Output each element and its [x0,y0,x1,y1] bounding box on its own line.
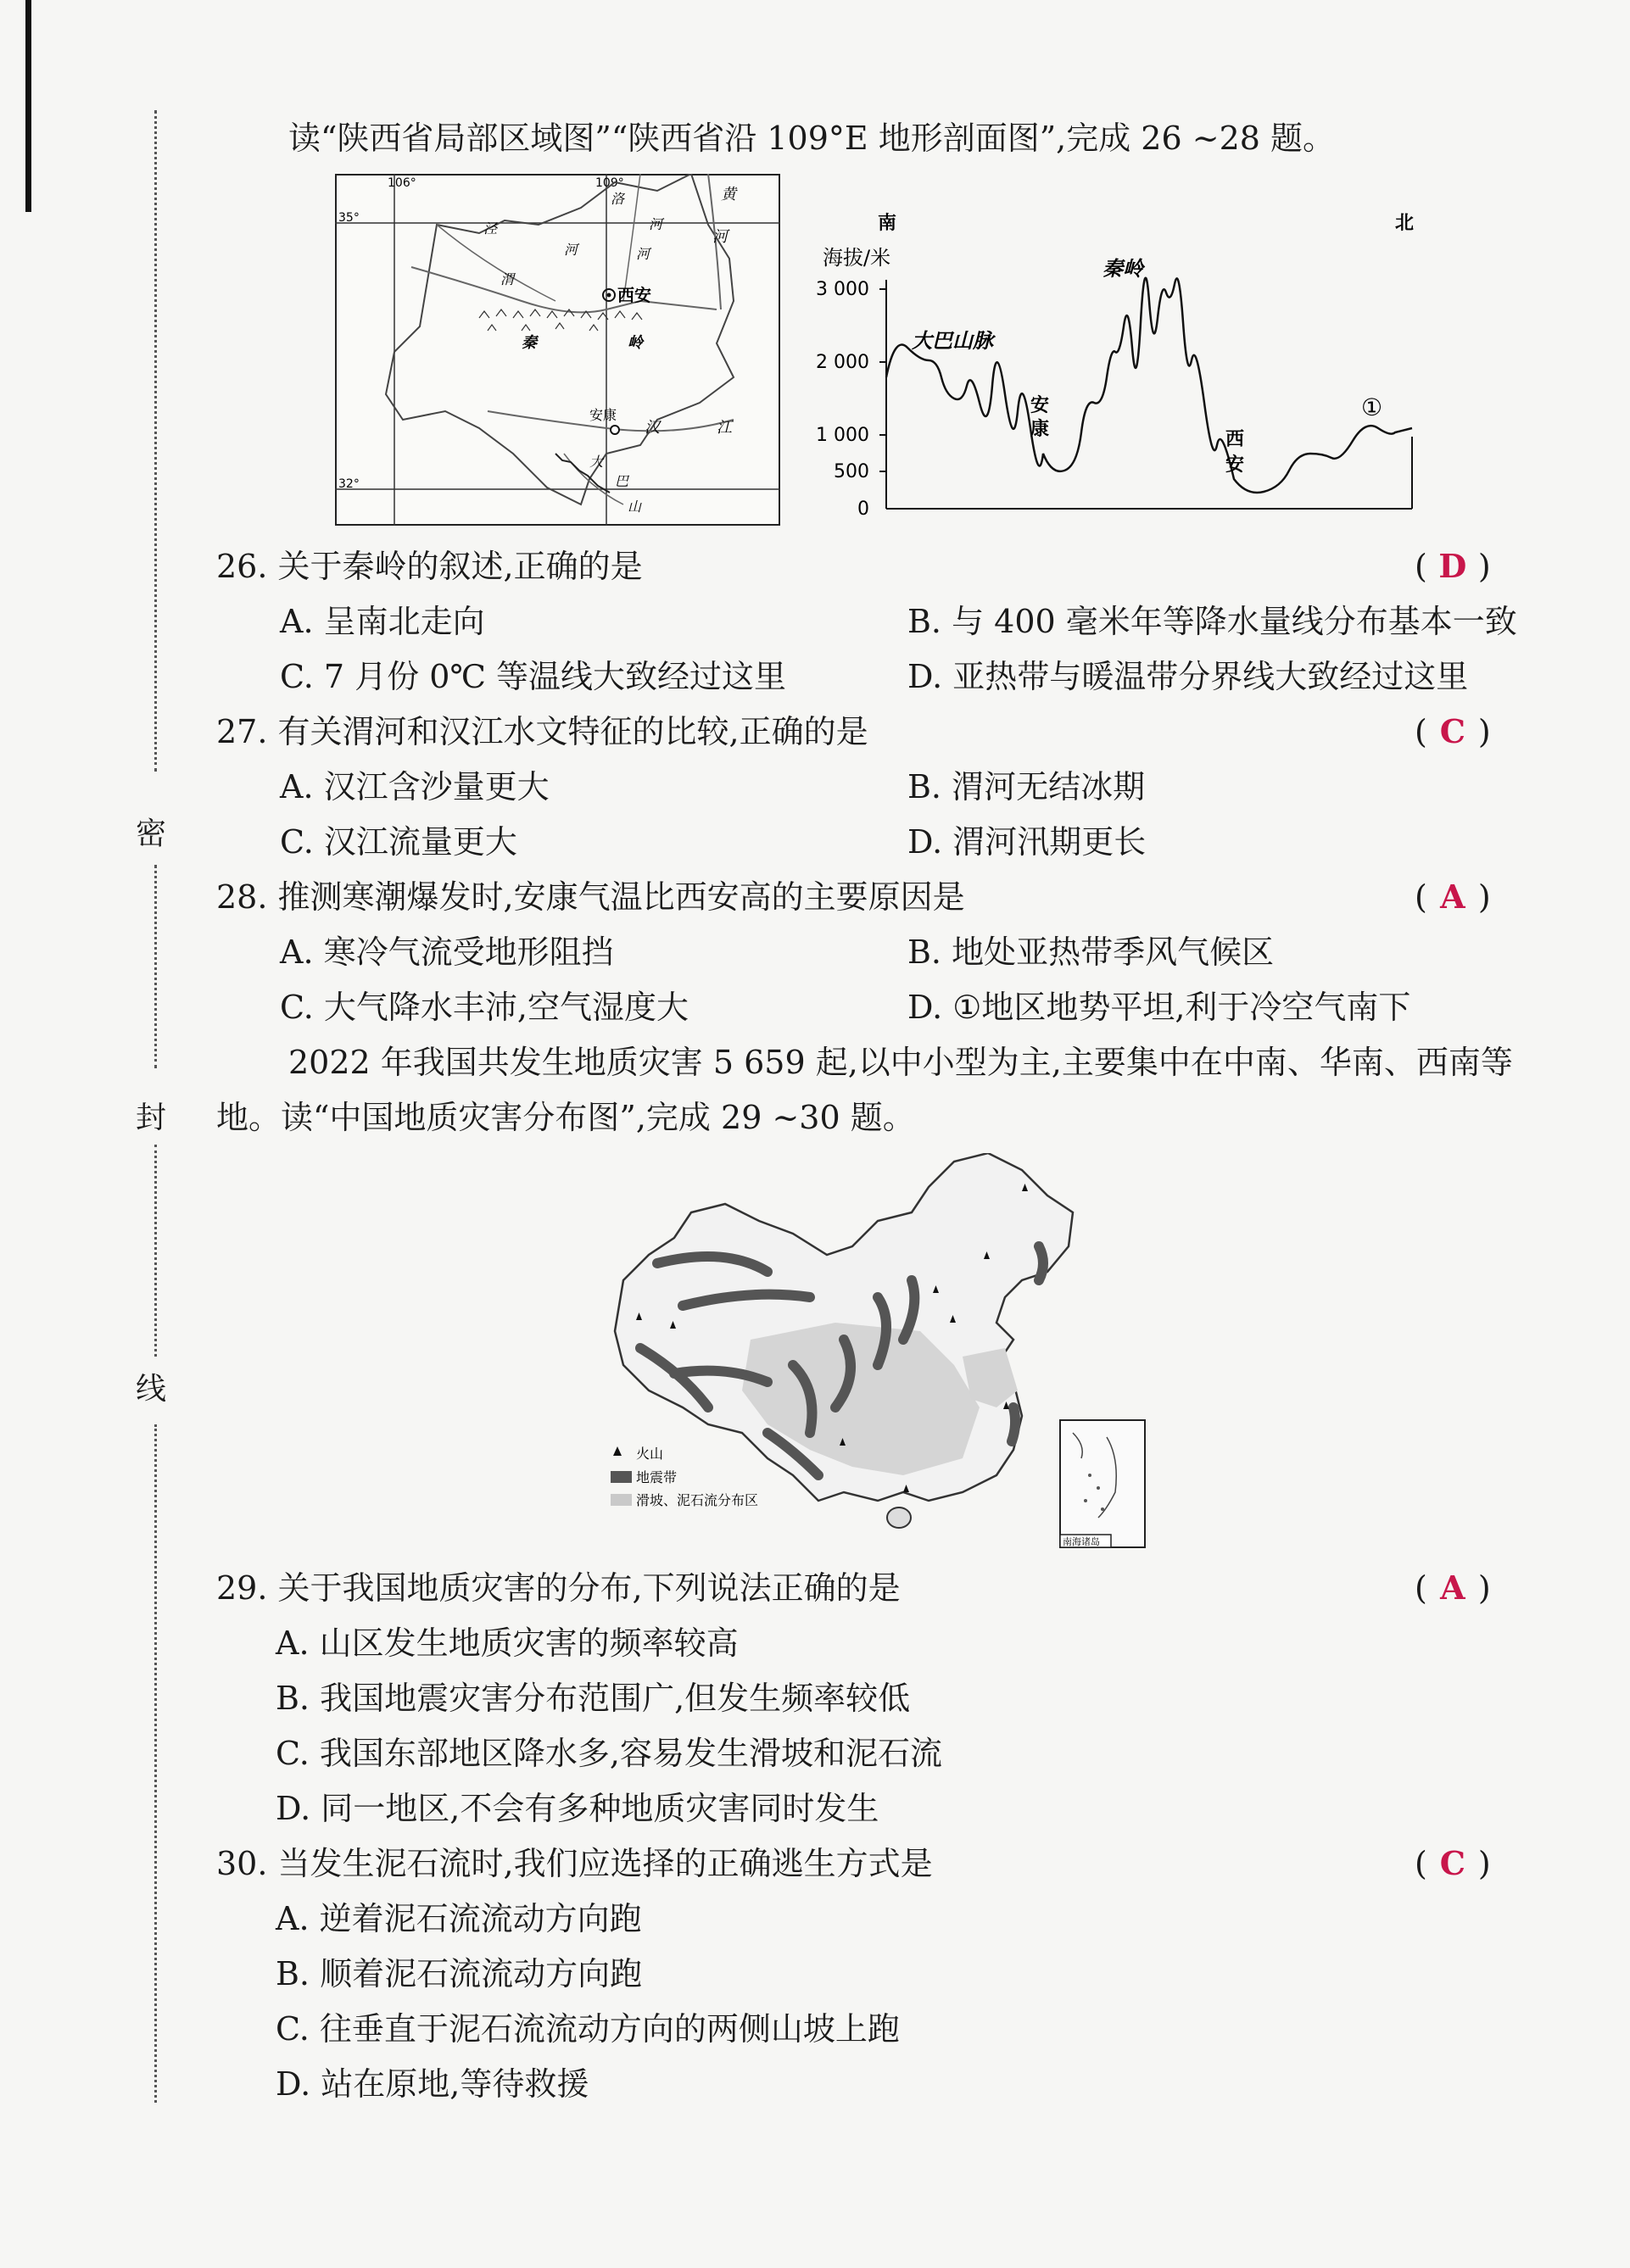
profile-south-label: 南 [878,213,897,234]
binding-label-feng: 封 [136,1101,167,1135]
china-geohazard-map [598,1153,1158,1560]
map-label-ling: 岭 [628,334,643,352]
map-label-jing: 泾 [483,220,498,237]
map-label-wei: 渭 [500,271,515,287]
q29-answer-letter: A [1440,1569,1465,1607]
lat-32-label: 32° [338,477,360,491]
q29-option-c: C. 我国东部地区降水多,容易发生滑坡和泥石流 [276,1735,942,1772]
q29-stem: 29. 关于我国地质灾害的分布,下列说法正确的是 [216,1569,901,1607]
q28-answer: ( A ) [1415,878,1491,916]
map-label-luo: 洛 [611,191,625,207]
map-label-da: 大 [589,454,604,470]
map-label-ba: 巴 [615,473,629,489]
map-label-huang: 黄 [721,186,736,203]
q27-option-a: A. 汉江含沙量更大 [280,768,550,805]
profile-label-ankang-an: 安 [1030,395,1050,416]
q27-option-d: D. 渭河汛期更长 [907,823,1147,861]
binding-dotted-line [154,865,157,1068]
q30-answer-letter: C [1439,1844,1465,1882]
map-label-shan: 山 [628,499,642,515]
profile-label-xian-xi: 西 [1225,429,1245,450]
q27-answer: ( C ) [1415,712,1491,750]
map-label-he-wei: 河 [636,246,650,262]
profile-tick-0: 0 [857,499,869,520]
map-label-xian: 西安 [617,285,651,305]
intro-text-26-28: 读“陕西省局部区域图”“陕西省沿 109°E 地形剖面图”,完成 26 ~28 题。 [288,120,1336,157]
q30-option-c: C. 往垂直于泥石流流动方向的两侧山坡上跑 [276,2010,900,2048]
legend-slide-label: 滑坡、泥石流分布区 [636,1492,759,1508]
q27-option-b: B. 渭河无结冰期 [907,768,1146,805]
binding-dotted-line [154,110,157,772]
binding-edge-line [25,0,31,212]
profile-tick-1000: 1 000 [816,425,869,446]
map-label-qin: 秦 [522,334,537,352]
q26-option-a: A. 呈南北走向 [280,603,485,640]
shaanxi-region-map [335,174,780,526]
q30-option-a: A. 逆着泥石流流动方向跑 [276,1900,642,1937]
q30-stem: 30. 当发生泥石流时,我们应选择的正确逃生方式是 [216,1845,933,1882]
legend-quake-label: 地震带 [636,1469,678,1485]
profile-terrain-line [886,278,1412,493]
q28-option-d: D. ①地区地势平坦,利于冷空气南下 [907,989,1411,1026]
lon-109-label: 109° [595,176,624,190]
q26-option-c: C. 7 月份 0℃ 等温线大致经过这里 [280,658,786,695]
ankang-city-marker [611,426,619,434]
profile-tick-3000: 3 000 [816,279,869,300]
q29-answer: ( A ) [1415,1569,1491,1607]
profile-label-ankang-kang: 康 [1030,419,1050,440]
profile-ylabel: 海拔/米 [823,246,891,270]
q30-answer: ( C ) [1415,1844,1491,1882]
q27-stem: 27. 有关渭河和汉江水文特征的比较,正确的是 [216,713,868,750]
profile-label-xian-an: 安 [1225,454,1245,476]
q26-option-d: D. 亚热带与暖温带分界线大致经过这里 [907,658,1469,695]
terrain-profile-chart [801,199,1429,526]
lat-35-label: 35° [338,211,360,225]
legend-quake-symbol [611,1471,632,1483]
q26-answer-letter: D [1438,547,1467,585]
inset-label: 南海诸岛 [1063,1536,1100,1547]
profile-label-circle-1: ① [1361,393,1383,421]
binding-label-xian: 线 [136,1372,167,1407]
map-label-he-luo: 河 [649,216,663,232]
q27-option-c: C. 汉江流量更大 [280,823,517,861]
xian-city-dot [607,293,611,298]
binding-dotted-line [154,1145,157,1357]
map-label-he-jing: 河 [564,242,578,258]
q30-option-b: B. 顺着泥石流流动方向跑 [276,1955,643,1992]
profile-north-label: 北 [1395,213,1415,234]
south-china-sea-inset [1060,1420,1145,1547]
profile-label-qinling: 秦岭 [1102,257,1143,281]
q29-option-a: A. 山区发生地质灾害的频率较高 [276,1624,739,1662]
legend-slide-symbol [611,1494,632,1506]
map-label-ankang: 安康 [589,407,617,423]
binding-label-mi: 密 [136,816,167,851]
map-label-he-huang: 河 [712,228,728,246]
q29-option-d: D. 同一地区,不会有多种地质灾害同时发生 [276,1790,879,1827]
binding-dotted-line [154,1424,157,2103]
intro-text-29-30-line1: 2022 年我国共发生地质灾害 5 659 起,以中小型为主,主要集中在中南、华南、西南等 [288,1044,1513,1081]
q28-option-b: B. 地处亚热带季风气候区 [907,933,1275,971]
q30-option-d: D. 站在原地,等待救援 [276,2065,589,2103]
q28-answer-letter: A [1440,878,1465,916]
profile-label-daba: 大巴山脉 [912,329,993,353]
q28-stem: 28. 推测寒潮爆发时,安康气温比西安高的主要原因是 [216,878,965,916]
q28-option-a: A. 寒冷气流受地形阻挡 [280,933,614,971]
map-label-jiang: 江 [717,419,732,437]
q26-answer: ( D ) [1415,547,1491,585]
map-label-han: 汉 [645,419,660,437]
profile-tick-2000: 2 000 [816,352,869,373]
q26-option-b: B. 与 400 毫米年等降水量线分布基本一致 [907,603,1517,640]
profile-tick-500: 500 [834,461,869,482]
q27-answer-letter: C [1439,712,1465,750]
hainan-island [887,1507,911,1528]
lon-106-label: 106° [388,176,416,190]
legend-volcano-label: 火山 [636,1446,664,1462]
legend-volcano-symbol [613,1446,622,1456]
q26-stem: 26. 关于秦岭的叙述,正确的是 [216,548,643,585]
q29-option-b: B. 我国地震灾害分布范围广,但发生频率较低 [276,1680,911,1717]
q28-option-c: C. 大气降水丰沛,空气湿度大 [280,989,689,1026]
intro-text-29-30-line2: 地。读“中国地质灾害分布图”,完成 29 ~30 题。 [216,1099,915,1136]
